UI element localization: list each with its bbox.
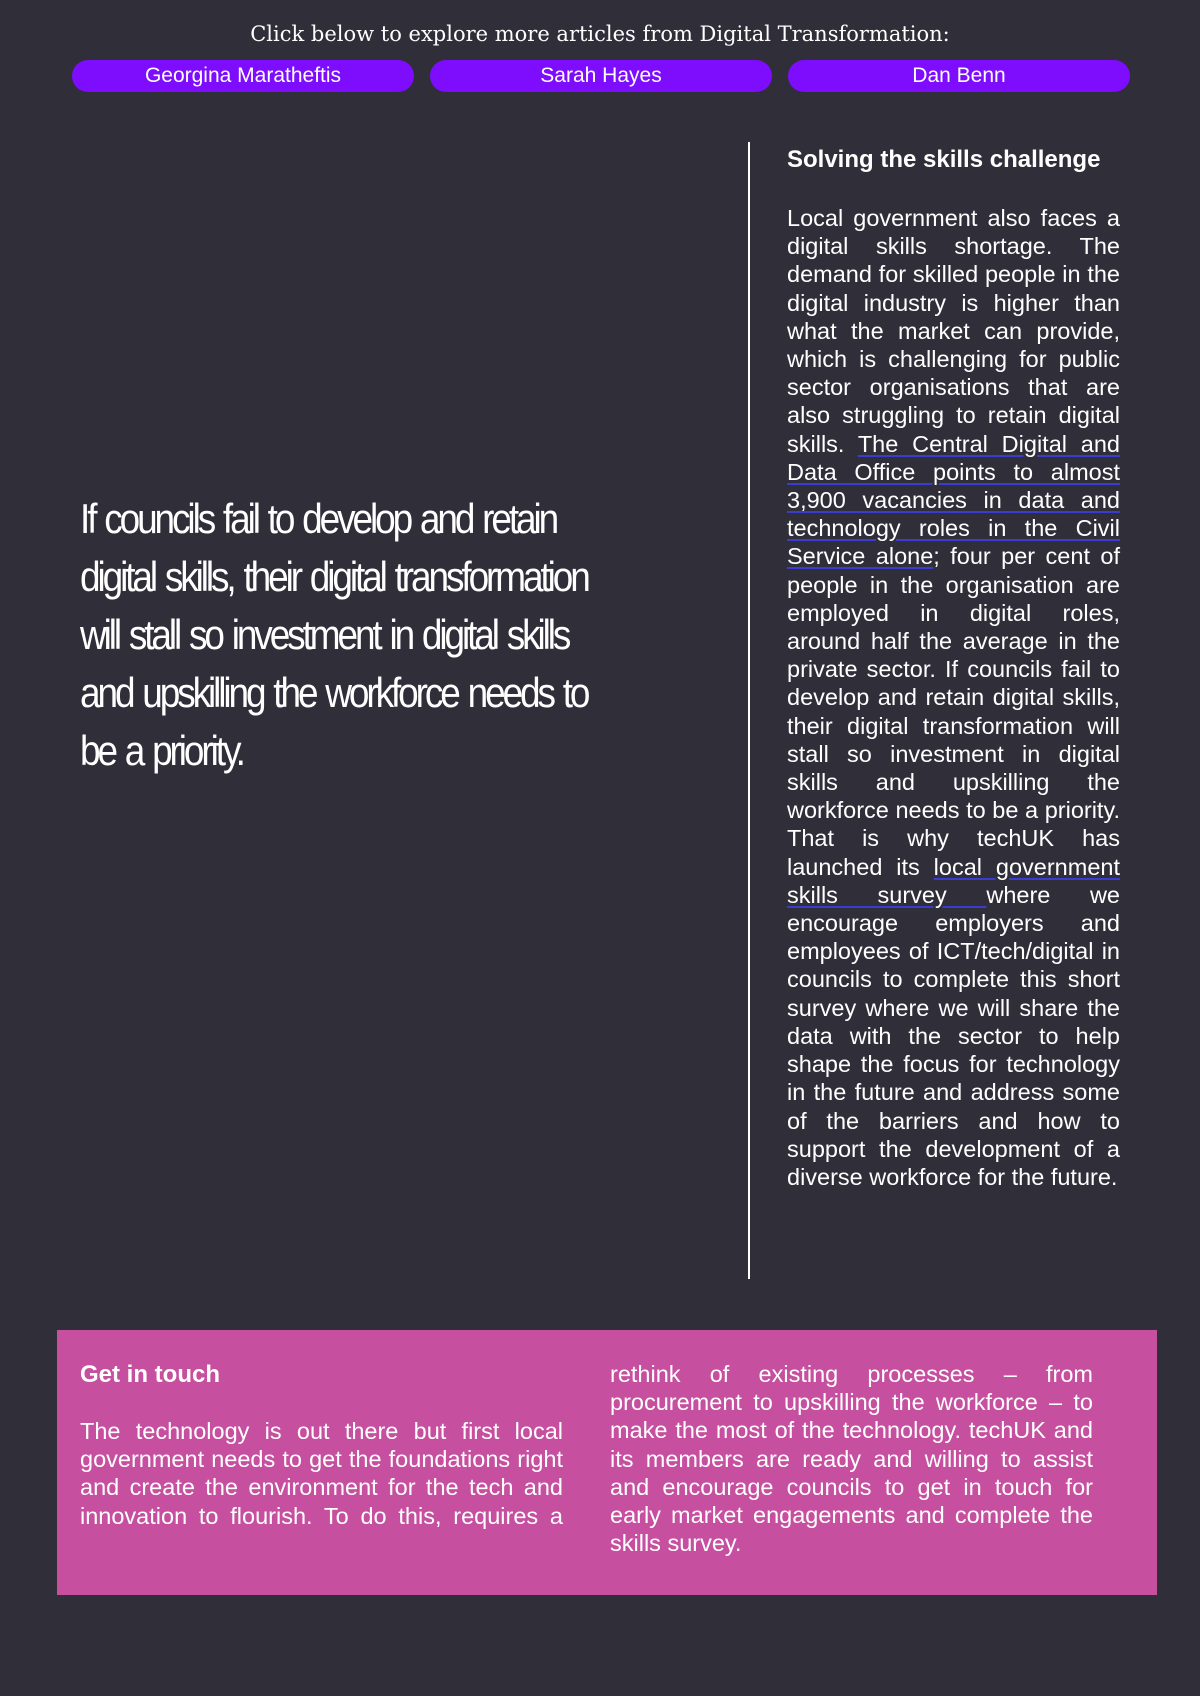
pull-quote: If councils fail to develop and retain digital skills, their digital transformation will stall so investment in digital skills and upskilling the workforce needs to be a priority. <box>80 495 588 774</box>
author-buttons <box>72 60 1130 92</box>
explore-articles-intro: Click below to explore more articles from Digital Transformation: <box>250 22 950 46</box>
author-button-georgina-maratheftis[interactable]: Georgina Maratheftis <box>72 60 414 92</box>
get-in-touch-content <box>80 1360 1093 1557</box>
article-body <box>787 204 1120 1191</box>
article-text: Local government also faces a digital skills shortage. The demand for skilled people in the digital industry is higher than what the market can provide, which is challenging for public sector organisations that are also struggling to retain digital skills. <box>787 205 1120 457</box>
get-in-touch-body: The technology is out there but first local government needs to get the foundations right and create the environment for the tech and innovation to flourish. To do this, requires a rethink of existing processes – from procurement to upskilling the workforce – to make the most of the technology. techUK and its members are ready and willing to assist and encourage councils to get in touch for early market engagements and complete the skills survey. <box>80 1361 1093 1557</box>
article-text: where we encourage employers and employees of ICT/tech/digital in councils to complete this short survey where we will share the data with the sector to help shape the focus for technology in the future and address some of the barriers and how to support the development of a diverse workforce for the future. <box>787 881 1120 1190</box>
get-in-touch-panel <box>57 1330 1157 1595</box>
skills-survey-link[interactable]: local government skills survey <box>787 853 1120 908</box>
column-divider <box>748 142 750 1279</box>
article-text: ; four per cent of people in the organisation are employed in digital roles, around half the average in the private sector. If councils fail to develop and retain digital skills, their digital transformation will stall so investment in digital skills and upskilling the workforce needs to be a priority. That is why techUK has launched its <box>787 543 1121 880</box>
article-column <box>787 145 1120 1191</box>
author-button-sarah-hayes[interactable]: Sarah Hayes <box>430 60 772 92</box>
section-heading: Solving the skills challenge <box>787 146 1101 173</box>
get-in-touch-heading: Get in touch <box>80 1361 220 1388</box>
author-button-dan-benn[interactable]: Dan Benn <box>788 60 1130 92</box>
cddo-vacancies-link[interactable]: The Central Digital and Data Office points to almost 3,900 vacancies in data and technology roles in the Civil Service alone <box>787 430 1120 570</box>
